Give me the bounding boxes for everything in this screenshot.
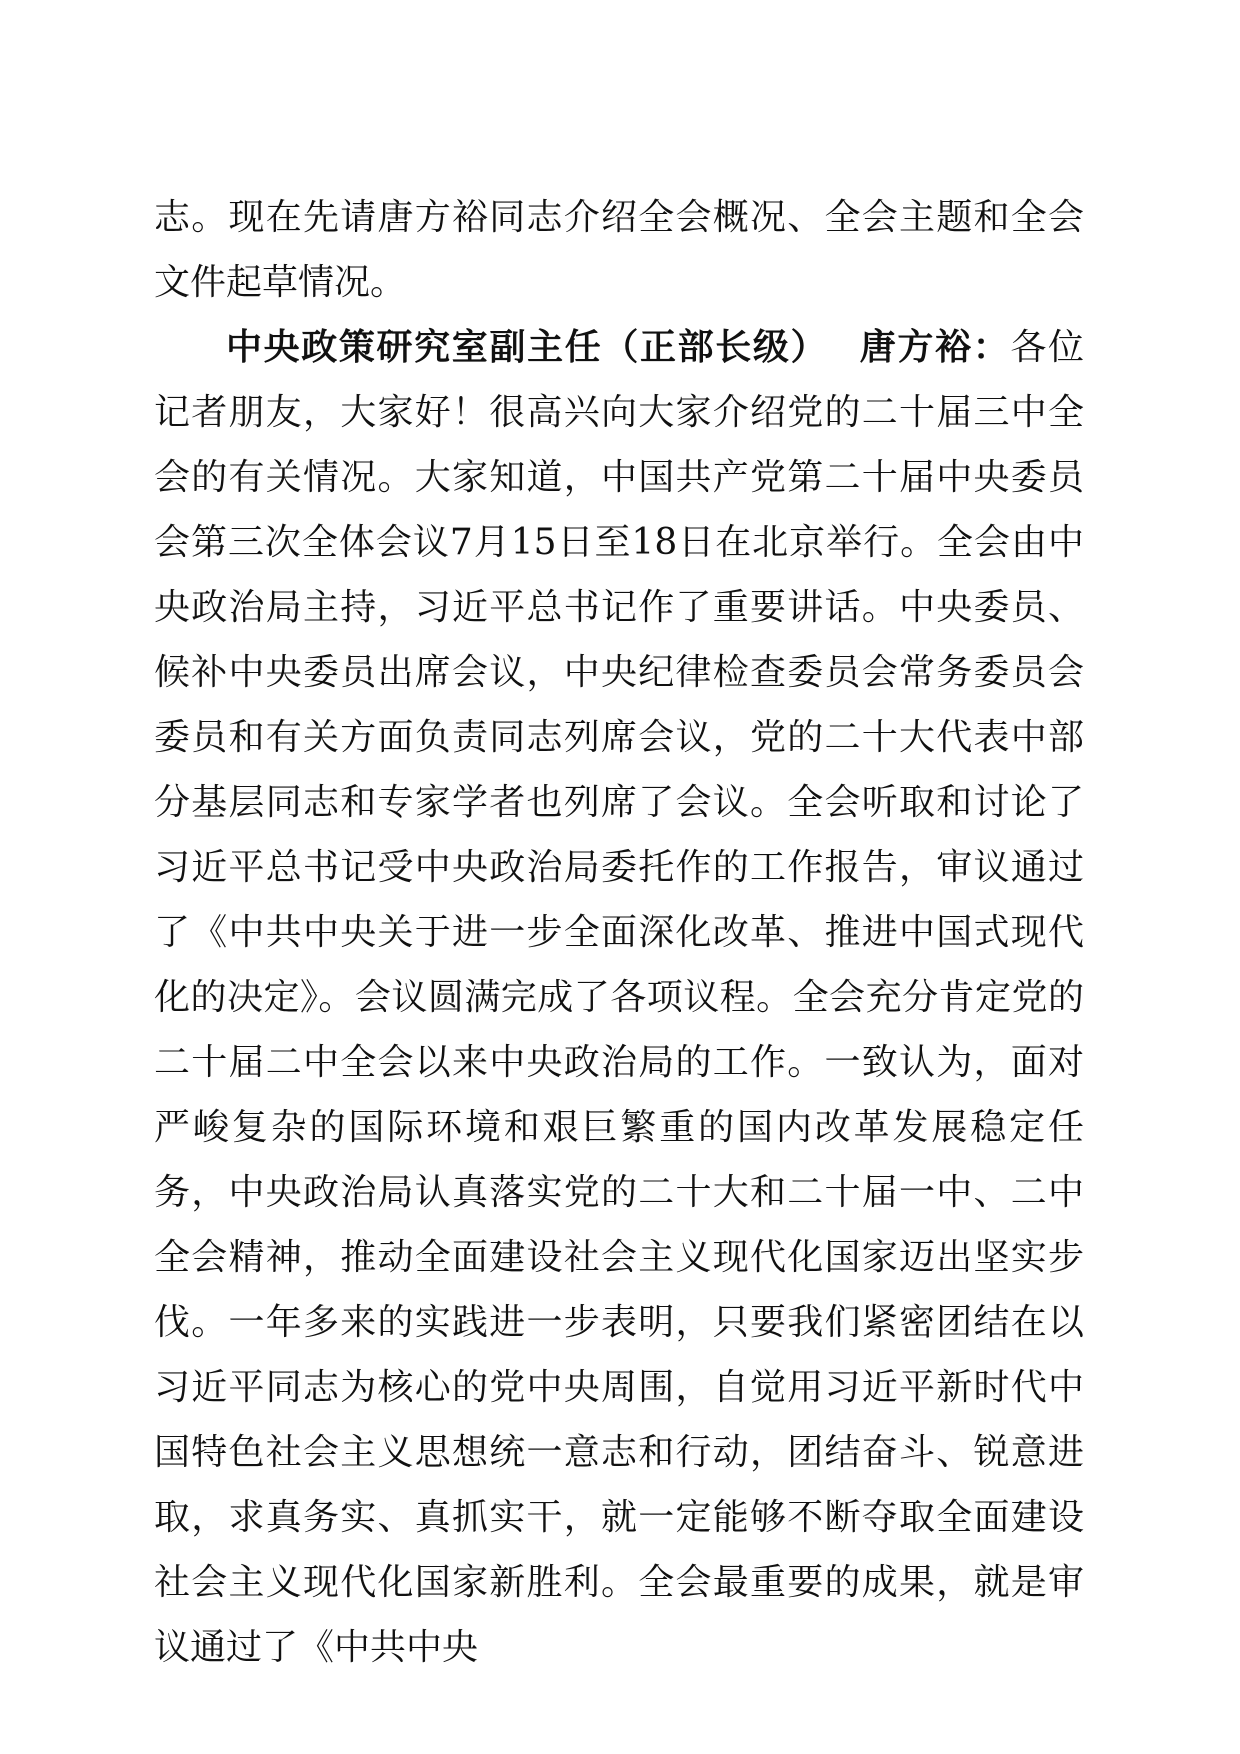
speaker-title: 中央政策研究室副主任（正部长级） (226, 326, 829, 368)
speaker-name: 唐方裕： (858, 326, 1011, 368)
paragraph-continuation: 志。现在先请唐方裕同志介绍全会概况、全会主题和全会文件起草情况。 (154, 197, 1084, 303)
body-text (154, 185, 1084, 1680)
speaker-speech: 各位记者朋友，大家好！很高兴向大家介绍党的二十届三中全会的有关情况。大家知道，中国共产党第二十届中央委员会第三次全体会议7月15日至18日在北京举行。全会由中央政治局主持，习近平总书记作了重要讲话。中央委员、候补中央委员出席会议，中央纪律检查委员会常务委员会委员和有关方面负责同志列席会议，党的二十大代表中部分基层同志和专家学者也列席了会议。全会听取和讨论了习近平总书记受中央政治局委托作的工作报告，审议通过了《中共中央关于进一步全面深化改革、推进中国式现代化的决定》。会议圆满完成了各项议程。全会充分肯定党的二十届二中全会以来中央政治局的工作。一致认为，面对严峻复杂的国际环境和艰巨繁重的国内改革发展稳定任务，中央政治局认真落实党的二十大和二十届一中、二中全会精神，推动全面建设社会主义现代化国家迈出坚实步伐。一年多来的实践进一步表明，只要我们紧密团结在以习近平同志为核心的党中央周围，自觉用习近平新时代中国特色社会主义思想统一意志和行动，团结奋斗、锐意进取，求真务实、真抓实干，就一定能够不断夺取全面建设社会主义现代化国家新胜利。全会最重要的成果，就是审议通过了《中共中央 (154, 327, 1084, 1668)
paragraph-speaker (154, 315, 1084, 1680)
